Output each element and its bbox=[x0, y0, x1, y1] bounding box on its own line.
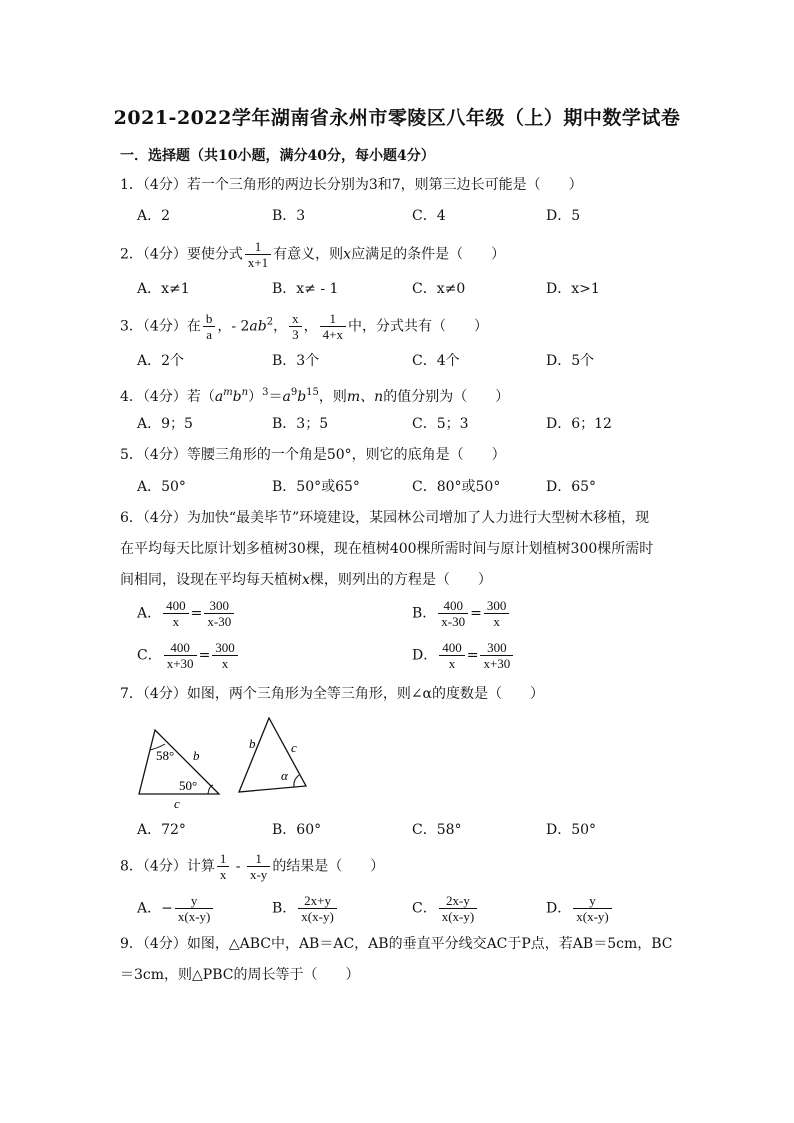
option-c[interactable]: C．4 bbox=[412, 208, 446, 224]
question-5: 5．（4分）等腰三角形的一个角是50°，则它的底角是（ ） bbox=[120, 447, 506, 463]
fraction: $\frac{1}{x+1}$ bbox=[245, 239, 271, 270]
side-label-c2: c bbox=[291, 740, 297, 755]
option-a[interactable]: A．72° bbox=[137, 822, 186, 838]
option-a[interactable]: A．50° bbox=[137, 479, 186, 495]
option-d[interactable]: D．50° bbox=[546, 822, 597, 838]
option-d[interactable]: D．6；12 bbox=[546, 416, 612, 432]
option-c[interactable]: C． $\frac{2x-y}{x(x-y)}$ bbox=[412, 893, 479, 924]
option-c[interactable]: C．x≠0 bbox=[412, 281, 466, 297]
option-c[interactable]: C．4个 bbox=[412, 353, 460, 369]
option-b[interactable]: B．x≠ - 1 bbox=[272, 281, 339, 297]
option-c[interactable]: C．58° bbox=[412, 822, 462, 838]
angle-arc-alpha bbox=[294, 775, 299, 787]
angle-label-58: 58° bbox=[156, 748, 175, 763]
option-b[interactable]: B． $\frac{400}{x-30}$ = $\frac{300}{x}$ bbox=[412, 598, 511, 629]
side-label-c: c bbox=[174, 796, 180, 811]
option-b[interactable]: B．50°或65° bbox=[272, 479, 360, 495]
option-c[interactable]: C．80°或50° bbox=[412, 479, 501, 495]
exam-title: 2021-2022学年湖南省永州市零陵区八年级（上）期中数学试卷 bbox=[113, 107, 681, 129]
option-d[interactable]: D．65° bbox=[546, 479, 597, 495]
option-d[interactable]: D．5 bbox=[546, 208, 581, 224]
question-9-line-1: 9．（4分）如图，△ABC中，AB＝AC，AB的垂直平分线交AC于P点，若AB＝5cm，BC bbox=[120, 936, 673, 952]
question-2: 2．（4分）要使分式 $\frac{1}{x+1}$ 有意义，则x应满足的条件是（ ） bbox=[120, 239, 506, 270]
option-a[interactable]: A．9；5 bbox=[137, 416, 193, 432]
question-6-line-2: 在平均每天比原计划多植树30棵，现在植树400棵所需时间与原计划植树300棵所需时 bbox=[120, 541, 654, 557]
option-c[interactable]: C． $\frac{400}{x+30}$ = $\frac{300}{x}$ bbox=[137, 640, 240, 671]
fraction: $\frac{1}{4+x}$ bbox=[320, 311, 346, 342]
fraction: $\frac{x}{3}$ bbox=[289, 311, 302, 342]
option-c[interactable]: C．5；3 bbox=[412, 416, 469, 432]
option-a[interactable]: A．2个 bbox=[137, 353, 185, 369]
question-6-line-3: 间相同，设现在平均每天植树x棵，则列出的方程是（ ） bbox=[120, 572, 492, 588]
question-3-options bbox=[0, 351, 794, 371]
question-7-options bbox=[0, 820, 794, 840]
option-a[interactable]: A． $\frac{400}{x}$ = $\frac{300}{x-30}$ bbox=[137, 598, 236, 629]
question-1: 1．（4分）若一个三角形的两边长分别为3和7，则第三边长可能是（ ） bbox=[120, 177, 583, 193]
option-d[interactable]: D．5个 bbox=[546, 353, 595, 369]
question-4: 4．（4分）若$(a^mb^n)^3=a^9b^{15}$，则m、n的值分别为（ ） bbox=[120, 387, 510, 405]
side-label-b2: b bbox=[249, 736, 256, 751]
option-b[interactable]: B． $\frac{2x+y}{x(x-y)}$ bbox=[272, 893, 339, 924]
option-a[interactable]: A．2 bbox=[137, 208, 171, 224]
question-4-options bbox=[0, 414, 794, 434]
option-a[interactable]: A．− $\frac{y}{x(x-y)}$ bbox=[137, 893, 215, 924]
question-6-line-1: 6．（4分）为加快“最美毕节”环境建设，某园林公司增加了人力进行大型树木移植，现 bbox=[120, 510, 650, 526]
option-d[interactable]: D． $\frac{400}{x}$ = $\frac{300}{x+30}$ bbox=[412, 640, 515, 671]
question-9-line-2: ＝3cm，则△PBC的周长等于（ ） bbox=[120, 967, 360, 983]
side-label-b: b bbox=[193, 748, 200, 763]
question-3: 3．（4分）在 $\frac{b}{a}$ ，- $2ab^2$， $\frac{x}{3}$ ， $\frac{1}{4+x}$ 中，分式共有（ ） bbox=[120, 311, 488, 342]
question-7: 7．（4分）如图，两个三角形为全等三角形，则∠α的度数是（ ） bbox=[120, 686, 544, 702]
option-b[interactable]: B．3；5 bbox=[272, 416, 329, 432]
question-2-options bbox=[0, 279, 794, 299]
question-5-options bbox=[0, 477, 794, 497]
question-8: 8．（4分）计算 $\frac{1}{x}$ - $\frac{1}{x-y}$ 的结果是（ ） bbox=[120, 851, 385, 882]
option-d[interactable]: D．x>1 bbox=[546, 281, 600, 297]
congruent-triangles-figure bbox=[130, 710, 330, 815]
angle-label-50: 50° bbox=[179, 778, 198, 793]
option-b[interactable]: B．3 bbox=[272, 208, 306, 224]
option-a[interactable]: A．x≠1 bbox=[137, 281, 190, 297]
section-heading: 一．选择题（共10小题，满分40分，每小题4分） bbox=[120, 148, 435, 164]
option-d[interactable]: D． $\frac{y}{x(x-y)}$ bbox=[546, 893, 614, 924]
question-1-options bbox=[0, 206, 794, 226]
fraction: $\frac{b}{a}$ bbox=[203, 311, 216, 342]
angle-label-alpha: α bbox=[281, 768, 288, 783]
option-b[interactable]: B．60° bbox=[272, 822, 322, 838]
triangle-right bbox=[239, 718, 306, 792]
option-b[interactable]: B．3个 bbox=[272, 353, 320, 369]
